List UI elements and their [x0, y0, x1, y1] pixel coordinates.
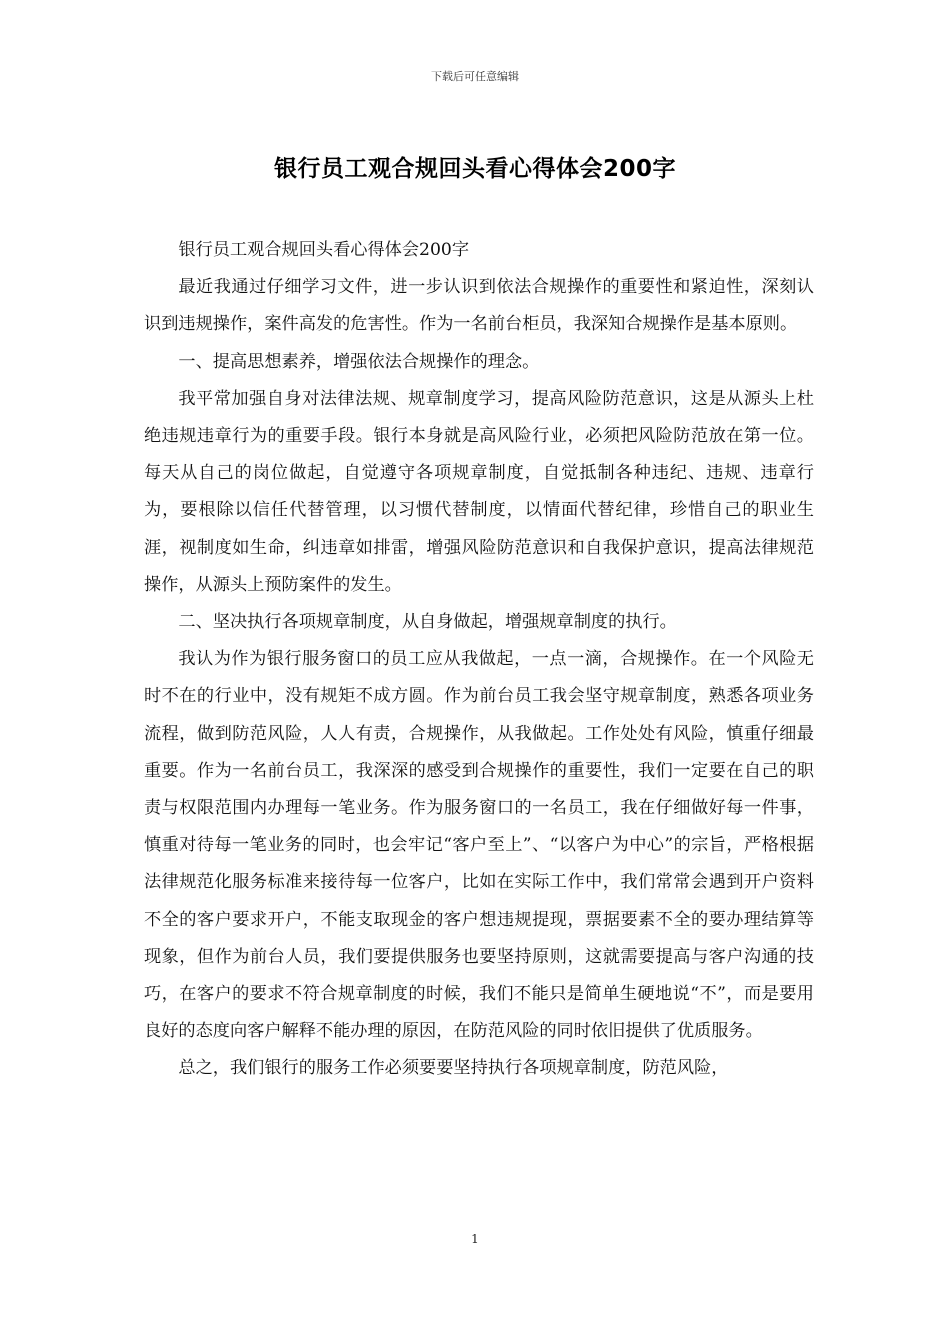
section-heading-1: 一、提高思想素养，增强依法合规操作的理念。: [178, 351, 540, 372]
document-body: [144, 232, 814, 1088]
paragraph-intro: 最近我通过仔细学习文件，进一步认识到依法合规操作的重要性和紧迫性，深刻认识到违规操作，案件高发的危害性。作为一名前台柜员，我深知合规操作是基本原则。: [144, 277, 814, 335]
header-note: 下载后可任意编辑: [431, 70, 519, 83]
page-number: 1: [471, 1232, 479, 1246]
section-heading-2: 二、坚决执行各项规章制度，从自身做起，增强规章制度的执行。: [178, 612, 677, 633]
paragraph-section-1: 我平常加强自身对法律法规、规章制度学习，提高风险防范意识，这是从源头上杜绝违规违章行为的重要手段。银行本身就是高风险行业，必须把风险防范放在第一位。每天从自己的岗位做起，自觉遵守各项规章制度，自觉抵制各种违纪、违规、违章行为，要根除以信任代替管理，以习惯代替制度，以情面代替纪律，珍惜自己的职业生涯，视制度如生命，纠违章如排雷，增强风险防范意识和自我保护意识，提高法律规范操作，从源头上预防案件的发生。: [144, 388, 814, 595]
paragraph-subtitle: 银行员工观合规回头看心得体会200字: [178, 240, 470, 260]
paragraph-section-2: 我认为作为银行服务窗口的员工应从我做起，一点一滴，合规操作。在一个风险无时不在的行业中，没有规矩不成方圆。作为前台员工我会坚守规章制度，熟悉各项业务流程，做到防范风险，人人有责，合规操作，从我做起。工作处处有风险，慎重仔细最重要。作为一名前台员工，我深深的感受到合规操作的重要性，我们一定要在自己的职责与权限范围内办理每一笔业务。作为服务窗口的一名员工，我在仔细做好每一件事，慎重对待每一笔业务的同时，也会牢记“客户至上”、“以客户为中心”的宗旨，严格根据法律规范化服务标准来接待每一位客户，比如在实际工作中，我们常常会遇到开户资料不全的客户要求开户，不能支取现金的客户想违规提现，票据要素不全的要办理结算等现象，但作为前台人员，我们要提供服务也要坚持原则，这就需要提高与客户沟通的技巧，在客户的要求不符合规章制度的时候，我们不能只是简单生硬地说“不”，而是要用良好的态度向客户解释不能办理的原因，在防范风险的同时依旧提供了优质服务。: [144, 649, 814, 1042]
document-title: 银行员工观合规回头看心得体会200字: [273, 156, 676, 182]
paragraph-conclusion: 总之，我们银行的服务工作必须要要坚持执行各项规章制度，防范风险，: [178, 1058, 729, 1079]
